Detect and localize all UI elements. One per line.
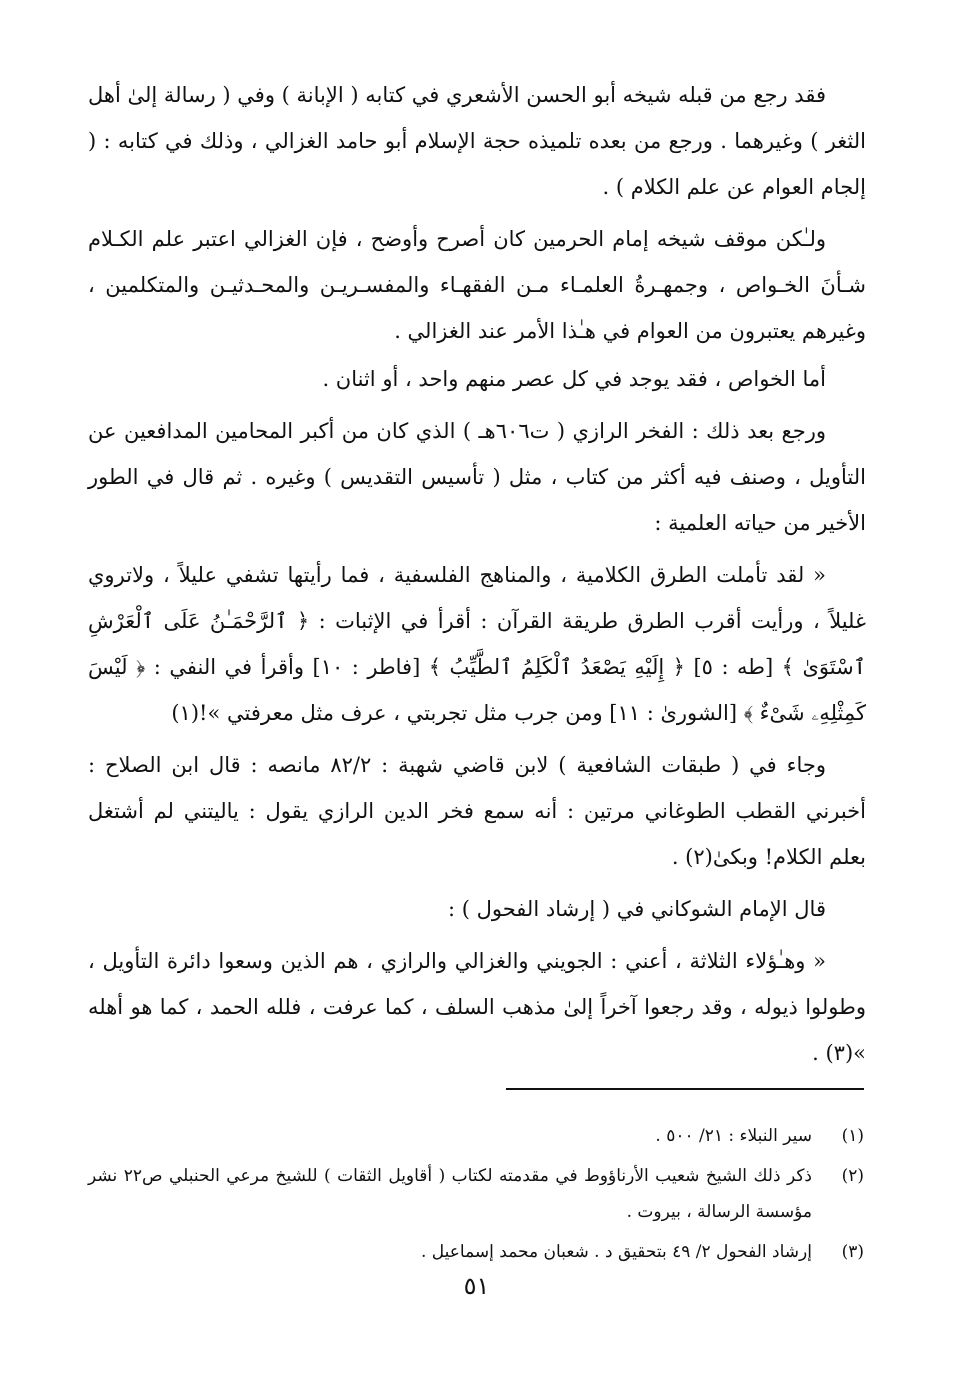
footnote-text: سير النبلاء : ٢١/ ٥٠٠ . — [655, 1126, 812, 1146]
footnote-item — [88, 1234, 866, 1270]
footnote-item — [88, 1118, 866, 1154]
paragraph-ashari-ghazali: فقد رجع من قبله شيخه أبو الحسن الأشعري في كتابه ( الإبانة ) وفي ( رسالة إلىٰ أهل الثغر ) وغيرهما . ورجع من بعده تلميذه حجة الإسلام أبو حامد الغزالي ، وذلك في كتابه : ( إلجام العوام عن علم الكلام ) . — [88, 83, 866, 199]
footnote-text: إرشاد الفحول ٢/ ٤٩ بتحقيق د . شعبان محمد إسماعيل . — [420, 1242, 812, 1262]
footnote-text: ذكر ذلك الشيخ شعيب الأرناؤوط في مقدمته لكتاب ( أقاويل الثقات ) للشيخ مرعي الحنبلي ص٢٢ نشر مؤسسة الرسالة ، بيروت . — [88, 1166, 812, 1222]
paragraph-khawas: أما الخواص ، فقد يوجد في كل عصر منهم واحد ، أو اثنان . — [322, 367, 826, 391]
paragraph-razi: ورجع بعد ذلك : الفخر الرازي ( ت٦٠٦هـ ) الذي كان من أكبر المحامين المدافعين عن التأويل ، وصنف فيه أكثر من كتاب ، مثل ( تأسيس التقديس ) وغيره . ثم قال في الطور الأخير من حياته العلمية : — [88, 419, 866, 535]
footnote-separator — [506, 1088, 864, 1090]
paragraph-razi-quote: « لقد تأملت الطرق الكلامية ، والمناهج الفلسفية ، فما رأيتها تشفي عليلاً ، ولاتروي غليلاً ، ورأيت أقرب الطرق طريقة القرآن : أقرأ في الإثبات : ﴿ ٱلرَّحْمَـٰنُ عَلَى ٱلْعَرْشِ ٱسْتَوَىٰ ﴾ [طه : ٥] ﴿ إِلَيْهِ يَصْعَدُ ٱلْكَلِمُ ٱلطَّيِّبُ ﴾ [فاطر : ١٠] وأقرأ في النفي : ﴿ لَيْسَ كَمِثْلِهِۦ شَىْءٌ ﴾ [الشورىٰ : ١١] ومن جرب مثل تجربتي ، عرف مثل معرفتي »!(١) — [88, 563, 866, 725]
paragraph-haramayn: ولـٰكن موقف شيخه إمام الحرمين كان أصرح وأوضح ، فإن الغزالي اعتبر علم الكـلام شـأنَ الخـواص ، وجمهـرةُ العلمـاء مـن الفقهـاء والمفسـريـن والمحـدثيـن والمتكلمين ، وغيرهم يعتبرون من العوام في هـٰذا الأمر عند الغزالي . — [88, 227, 866, 343]
footnote-number: (٢) — [841, 1166, 864, 1186]
paragraph-shawkani-quote: « وهـٰؤلاء الثلاثة ، أعني : الجويني والغزالي والرازي ، هم الذين وسعوا دائرة التأويل ، وطولوا ذيوله ، وقد رجعوا آخراً إلىٰ مذهب السلف ، كما عرفت ، فلله الحمد ، كما هو أهله »(٣) . — [88, 949, 866, 1065]
page-number: ٥١ — [463, 1272, 490, 1300]
paragraph-tabaqat: وجاء في ( طبقات الشافعية ) لابن قاضي شهبة : ٨٢/٢ مانصه : قال ابن الصلاح : أخبرني القطب الطوغاني مرتين : أنه سمع فخر الدين الرازي يقول : ياليتني لم أشتغل بعلم الكلام! وبكىٰ(٢) . — [88, 753, 866, 869]
main-text — [88, 72, 866, 1076]
footnote-number: (٣) — [841, 1242, 864, 1262]
footnote-number: (١) — [841, 1126, 864, 1146]
footnote-item — [88, 1158, 866, 1230]
paragraph-shawkani-intro: قال الإمام الشوكاني في ( إرشاد الفحول ) : — [448, 897, 826, 921]
footnotes — [88, 1118, 866, 1274]
